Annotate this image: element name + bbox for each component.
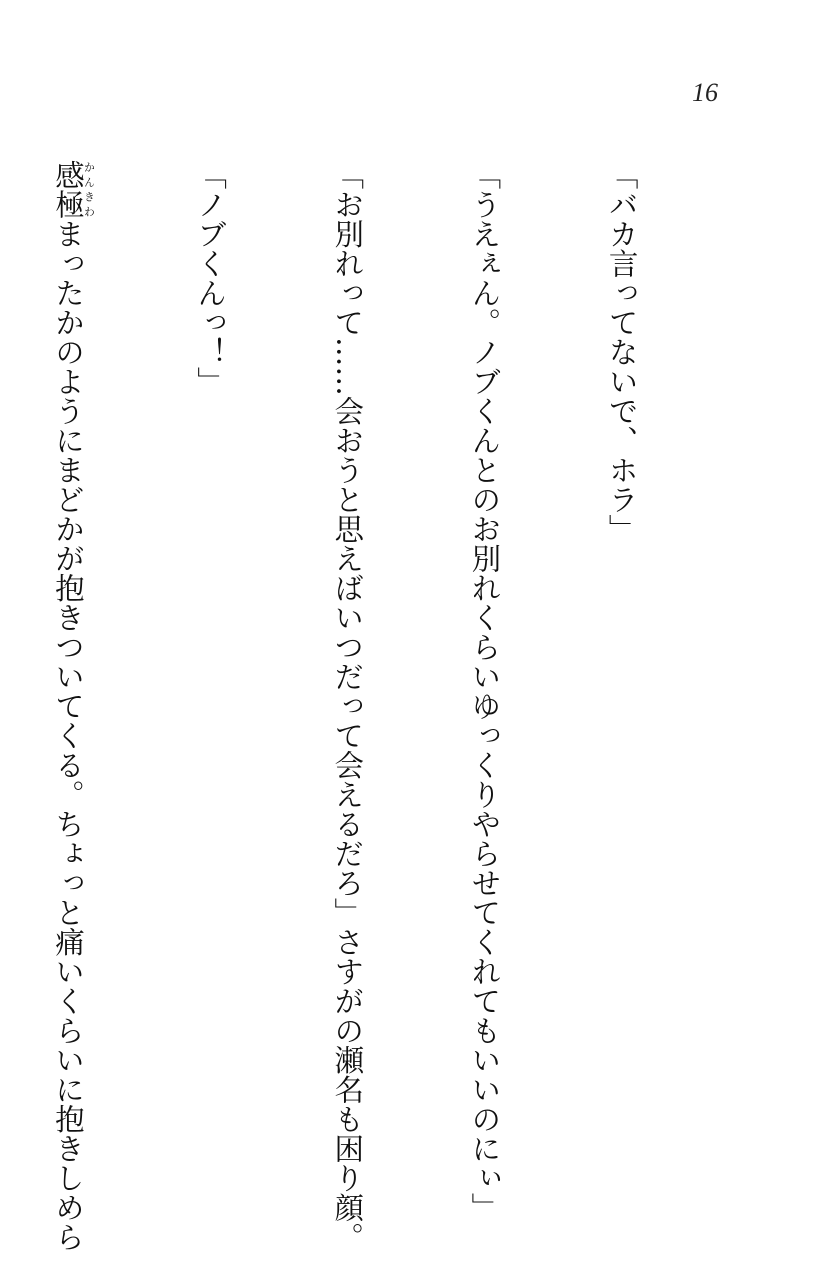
text-line: 「お別れって……会おうと思えばいつだって会えるだろ」さすがの瀬名も困り顔。 (330, 160, 365, 1252)
text-line: 「ノブくんっ！」 (193, 160, 228, 396)
ruby-base: 感極 (50, 160, 85, 219)
ruby-reading: かんきわ (82, 160, 96, 219)
text-segment: まったかのようにまどかが抱きついてくる。ちょっと痛いくらいに抱きしめら (50, 219, 85, 1252)
page-number: 16 (692, 78, 718, 107)
text-line: 「うえぇん。ノブくんとのお別れくらいゆっくりやらせてくれてもいいのにぃ」 (467, 160, 502, 1222)
text-line-with-ruby (44, 160, 96, 1252)
ruby-annotation (50, 160, 96, 219)
novel-text-body (0, 160, 735, 1252)
text-line: 「バカ言ってないで、ホラ」 (604, 160, 639, 544)
